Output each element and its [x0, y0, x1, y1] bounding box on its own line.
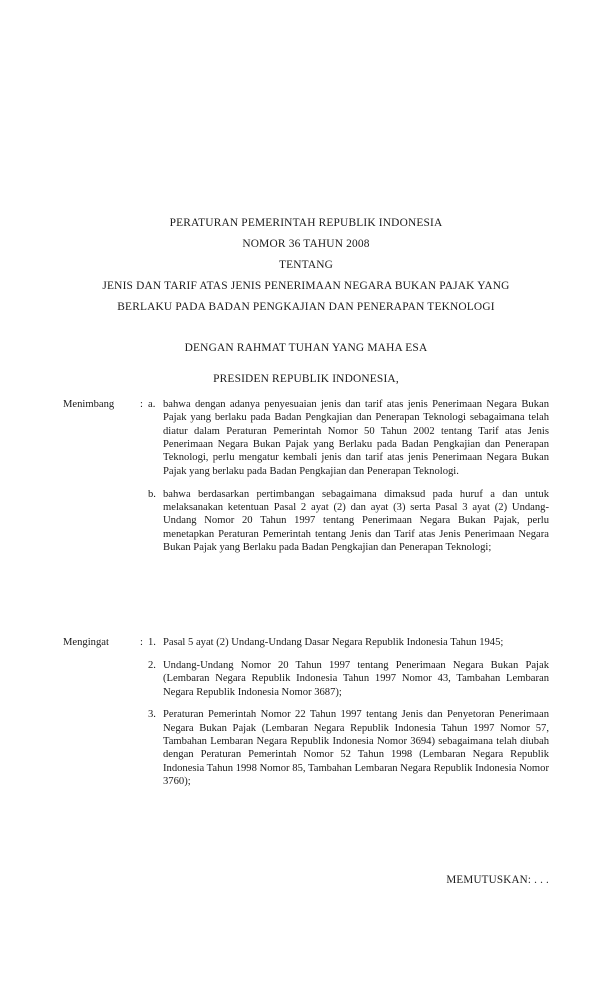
- authority-text: PRESIDEN REPUBLIK INDONESIA,: [213, 373, 399, 385]
- page-title-line-1: PERATURAN PEMERINTAH REPUBLIK INDONESIA: [169, 217, 443, 229]
- mengingat-item-3: [63, 708, 549, 788]
- menimbang-colon: :: [140, 399, 143, 410]
- menimbang-item-a-text: bahwa dengan adanya penyesuaian jenis dan tarif atas jenis Penerimaan Negara Bukan Pajak yang berlaku pada Badan Pengkajian dan Penerapan Teknologi sebagaimana telah diatur dalam Peraturan Pemerintah Nomor 50 Tahun 2002 tentang Tarif atas Jenis Penerimaan Negara Bukan Pajak yang Berlaku pada Badan Pengkajian dan Penerapan Teknologi, perlu mengatur kembali jenis dan tarif atas jenis Penerimaan Negara Bukan Pajak yang berlaku pada Badan Pengkajian dan Penerapan Teknologi.: [163, 399, 549, 477]
- mengingat-item-3-text: Peraturan Pemerintah Nomor 22 Tahun 1997 tentang Jenis dan Penyetoran Penerimaan Negara Bukan Pajak (Lembaran Negara Republik Indonesia Tahun 1997 Nomor 57, Tambahan Lembaran Negara Republik Indonesia Nomor 3694) sebagaimana telah diubah dengan Peraturan Pemerintah Nomor 52 Tahun 1998 (Lembaran Negara Republik Indonesia Tahun 1998 Nomor 85, Tambahan Lembaran Negara Republik Indonesia Nomor 3760);: [163, 709, 549, 788]
- menimbang-item-b-marker: b.: [148, 488, 156, 500]
- page-title-line-4: JENIS DAN TARIF ATAS JENIS PENERIMAAN NEGARA BUKAN PAJAK YANG: [102, 279, 510, 292]
- mengingat-item-1-text: Pasal 5 ayat (2) Undang-Undang Dasar Negara Republik Indonesia Tahun 1945;: [163, 637, 504, 648]
- menimbang-item-b: [63, 488, 549, 555]
- page-title-line-2: NOMOR 36 TAHUN 2008: [242, 237, 370, 250]
- mengingat-colon: :: [140, 637, 143, 648]
- mengingat-item-3-marker: 3.: [148, 709, 156, 721]
- mengingat-label: Mengingat: [63, 637, 109, 648]
- mengingat-section: [63, 636, 549, 788]
- memutuskan-footer: MEMUTUSKAN: . . .: [446, 874, 549, 886]
- mengingat-item-2: [63, 659, 549, 699]
- blessing-block: [63, 338, 549, 359]
- page-title-line-5: BERLAKU PADA BADAN PENGKAJIAN DAN PENERAPAN TEKNOLOGI: [117, 300, 495, 313]
- blessing-text: DENGAN RAHMAT TUHAN YANG MAHA ESA: [184, 342, 428, 354]
- menimbang-section: [63, 398, 549, 554]
- mengingat-item-2-marker: 2.: [148, 659, 156, 671]
- page-title-line-3: TENTANG: [278, 258, 334, 271]
- mengingat-item-1: [63, 636, 549, 649]
- mengingat-item-2-text: Undang-Undang Nomor 20 Tahun 1997 tentang Penerimaan Negara Bukan Pajak (Lembaran Negara Republik Indonesia Tahun 1997 Nomor 43, Tambahan Lembaran Negara Republik Indonesia Nomor 3687);: [163, 659, 549, 698]
- menimbang-label: Menimbang: [63, 399, 115, 410]
- document-title-block: [63, 213, 549, 318]
- menimbang-item-a: [63, 398, 549, 478]
- mengingat-item-1-marker: 1.: [148, 637, 156, 648]
- menimbang-item-b-text: bahwa berdasarkan pertimbangan sebagaimana dimaksud pada huruf a dan untuk melaksanakan ketentuan Pasal 2 ayat (2) dan ayat (3) serta Pasal 3 ayat (2) Undang-Undang Nomor 20 Tahun 1997 tentang Penerimaan Negara Bukan Pajak, perlu menetapkan Peraturan Pemerintah tentang Jenis dan Tarif atas Jenis Penerimaan Negara Bukan Pajak yang Berlaku pada Badan Pengkajian dan Penerapan Teknologi;: [163, 488, 549, 553]
- menimbang-item-a-marker: a.: [148, 399, 156, 410]
- authority-block: [63, 369, 549, 390]
